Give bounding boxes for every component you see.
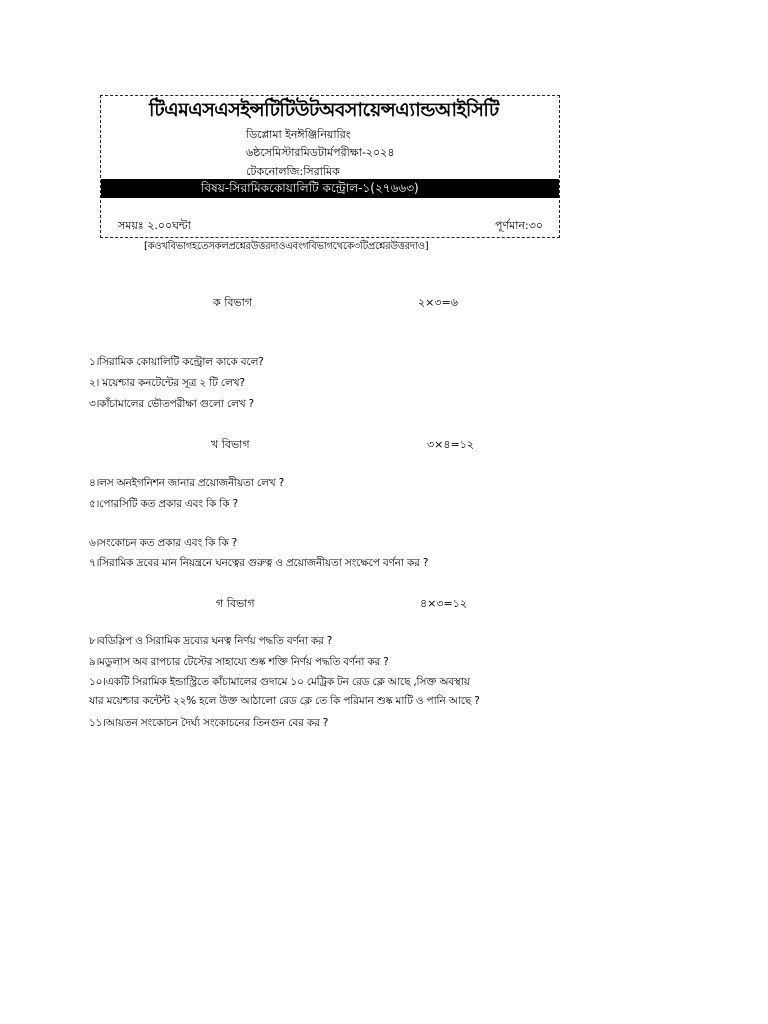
section-formula-kha: ৩×৪=১২ <box>427 438 475 451</box>
question-2: ২। ময়েশ্চার কনটেন্টের সূত্র ২ টি লেখ? <box>89 377 245 389</box>
question-10-continued: যার ময়েশ্চার কন্টেন্ট ২২% হলে উক্ত আঠালো রেড ক্লে তে কি পরিমান শুষ্ক মাটি ও পানি আছে ? <box>89 695 480 707</box>
technology-line: টেকনোলজি:সিরামিক <box>246 165 340 178</box>
section-title-kha: খ বিভাগ <box>211 438 250 451</box>
section-formula-ga: ৪×৩=১২ <box>420 597 468 610</box>
exam-line: ৬ষ্ঠসেমিস্টারমিডটার্মপরীক্ষা-২০২৪ <box>246 146 395 159</box>
question-6: ৬।সংকোচন কত প্রকার এবং কি কি ? <box>89 537 238 549</box>
time-label: সময়ঃ ২.০০ঘন্টা <box>118 219 191 232</box>
section-formula-ka: ২×৩=৬ <box>418 296 458 309</box>
question-9: ৯।মডুলাস অব রাপচার টেস্টের সাহায্যে শুষ্ক শক্তি নির্ণয় পদ্ধতি বর্ণনা কর ? <box>89 656 389 668</box>
full-marks-label: পূর্ণমান:৩০ <box>495 219 543 232</box>
subject-title: বিষয়-সিরামিককোয়ালিটি কন্ট্রোল-১(২৭৬৬৩) <box>201 181 419 195</box>
instruction: [কওখবিভাগহতেসকলপ্রশ্নেরউত্তরদাওএবংগবিভাগথেকে৩টিপ্রশ্নেরউত্তরদাও] <box>144 241 429 252</box>
subject-bar <box>101 179 559 198</box>
program-line: ডিপ্লোমা ইনঈঞ্জিনিয়ারিং <box>246 128 351 141</box>
question-10: ১০।একটি সিরামিক ইন্ডাস্ট্রিতে কাঁচামালের গুদামে ১০ মেট্রিক টন রেড ক্লে আছে ,সিক্ত অবস্থায় <box>89 676 470 688</box>
question-3: ৩।কাঁচামালের ভৌতপরীক্ষা গুলো লেখ ? <box>89 398 254 410</box>
question-5: ৫।পোরসিটি কত প্রকার এবং কি কি ? <box>89 498 238 510</box>
question-11: ১১।আয়তন সংকোচন দৈর্ঘ্য সংকোচনের তিনগুন বের কর ? <box>89 717 329 729</box>
question-1: ১।সিরামিক কোয়ালিটি কন্ট্রোল কাকে বলে? <box>89 356 264 368</box>
question-4: ৪।লস অনইগনিশন জানার প্রয়োজনীয়তা লেখ ? <box>89 477 285 489</box>
institute-title: টিএমএসএসইন্সটিটিউটঅবসায়েন্সএ্যান্ডআইসিটি <box>149 99 499 121</box>
question-8: ৮।বডিস্লিপ ও সিরামিক দ্রব্যের ঘনত্ব নির্ণয় পদ্ধতি বর্ণনা কর ? <box>89 635 333 647</box>
section-title-ga: গ বিভাগ <box>216 597 255 610</box>
section-title-ka: ক বিভাগ <box>213 296 253 309</box>
question-7: ৭।সিরামিক দ্রবের মান নিয়ন্ত্রনে ঘনত্বের গুরুত্ব ও প্রয়োজনীয়তা সংক্ষেপে বর্ণনা কর ? <box>89 557 429 569</box>
exam-header <box>100 95 560 238</box>
